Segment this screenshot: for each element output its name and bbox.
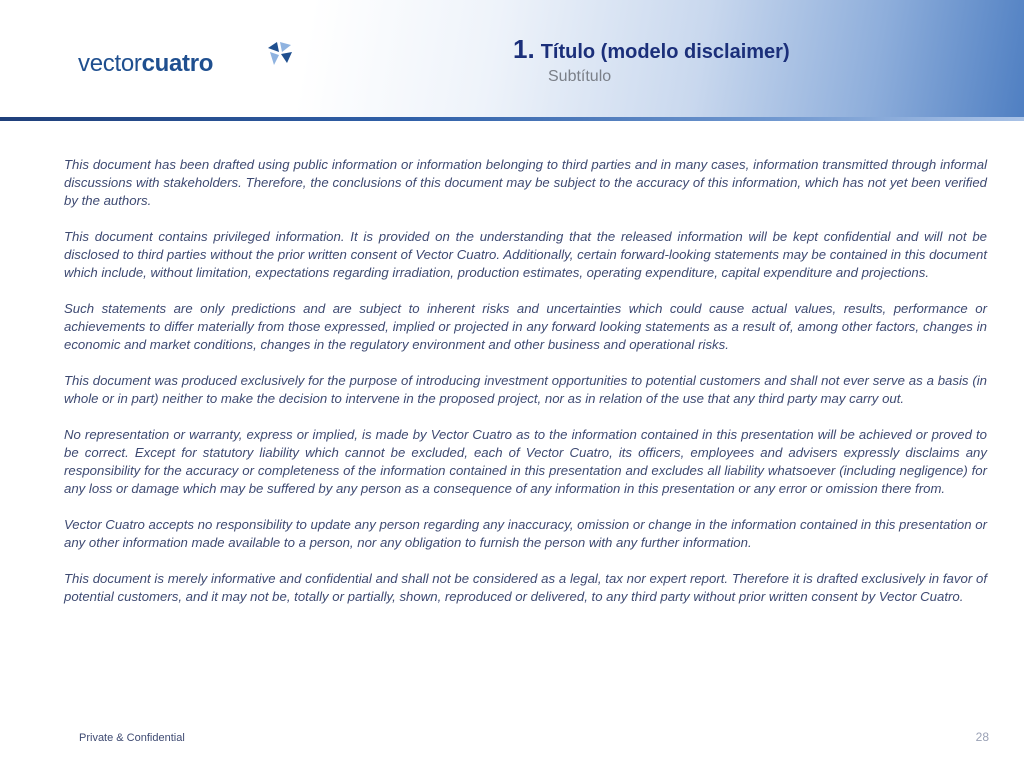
header-divider	[0, 117, 1024, 121]
disclaimer-paragraph: This document is merely informative and confidential and shall not be considered as a legal, tax nor expert report. Therefore it is drafted exclusively in favor of potential customers, and it may not be, totally or partially, shown, reproduced or delivered, to any third party without prior written consent by Vector Cuatro.	[64, 571, 987, 604]
disclaimer-paragraph: Such statements are only predictions and are subject to inherent risks and uncertainties which could cause actual values, results, performance or achievements to differ materially from those expressed, implied or projected in any forward looking statements as a result of, among other factors, changes in economic and market conditions, changes in the regulatory environment and other business and operational risks.	[64, 301, 987, 352]
company-logo	[78, 38, 308, 78]
page-title	[513, 34, 790, 65]
disclaimer-body	[64, 156, 987, 624]
logo-text-light: vector	[78, 50, 142, 77]
title-text: Título (modelo disclaimer)	[540, 41, 790, 63]
page-subtitle: Subtítulo	[548, 68, 612, 85]
logo-text-bold: cuatro	[141, 50, 214, 77]
logo-mark-icon	[264, 38, 296, 70]
disclaimer-paragraph: Vector Cuatro accepts no responsibility to update any person regarding any inaccuracy, omission or change in the information contained in this presentation or any other information made available to a person, nor any obligation to furnish the person with any further information.	[64, 517, 987, 550]
confidentiality-label: Private & Confidential	[79, 732, 185, 744]
logo-wordmark	[78, 52, 213, 76]
disclaimer-paragraph: This document has been drafted using public information or information belonging to third parties and in many cases, information transmitted through informal discussions with stakeholders. Therefore, the conclusions of this document may be subject to the accuracy of this information, which has not yet been verified by the authors.	[64, 157, 987, 208]
title-number: 1.	[513, 34, 535, 64]
disclaimer-paragraph: This document contains privileged information. It is provided on the understanding that the released information will be kept confidential and will not be disclosed to third parties without the prior written consent of Vector Cuatro. Additionally, certain forward-looking statements may be contained in this document which include, without limitation, expectations regarding irradiation, production estimates, operating expenditure, capital expenditure and projections.	[64, 229, 987, 280]
page-number: 28	[975, 730, 989, 744]
disclaimer-paragraph: No representation or warranty, express or implied, is made by Vector Cuatro as to the information contained in this presentation will be achieved or proved to be correct. Except for statutory liability which cannot be excluded, each of Vector Cuatro, its officers, employees and advisers expressly disclaims any responsibility for the accuracy or completeness of the information contained in this presentation and excludes all liability whatsoever (including negligence) for any loss or damage which may be suffered by any person as a consequence of any information in this presentation or any error or omission there from.	[64, 427, 987, 496]
disclaimer-paragraph: This document was produced exclusively for the purpose of introducing investment opportunities to potential customers and shall not ever serve as a basis (in whole or in part) neither to make the decision to intervene in the proposed project, nor as in relation of the use that any third party may carry out.	[64, 373, 987, 406]
